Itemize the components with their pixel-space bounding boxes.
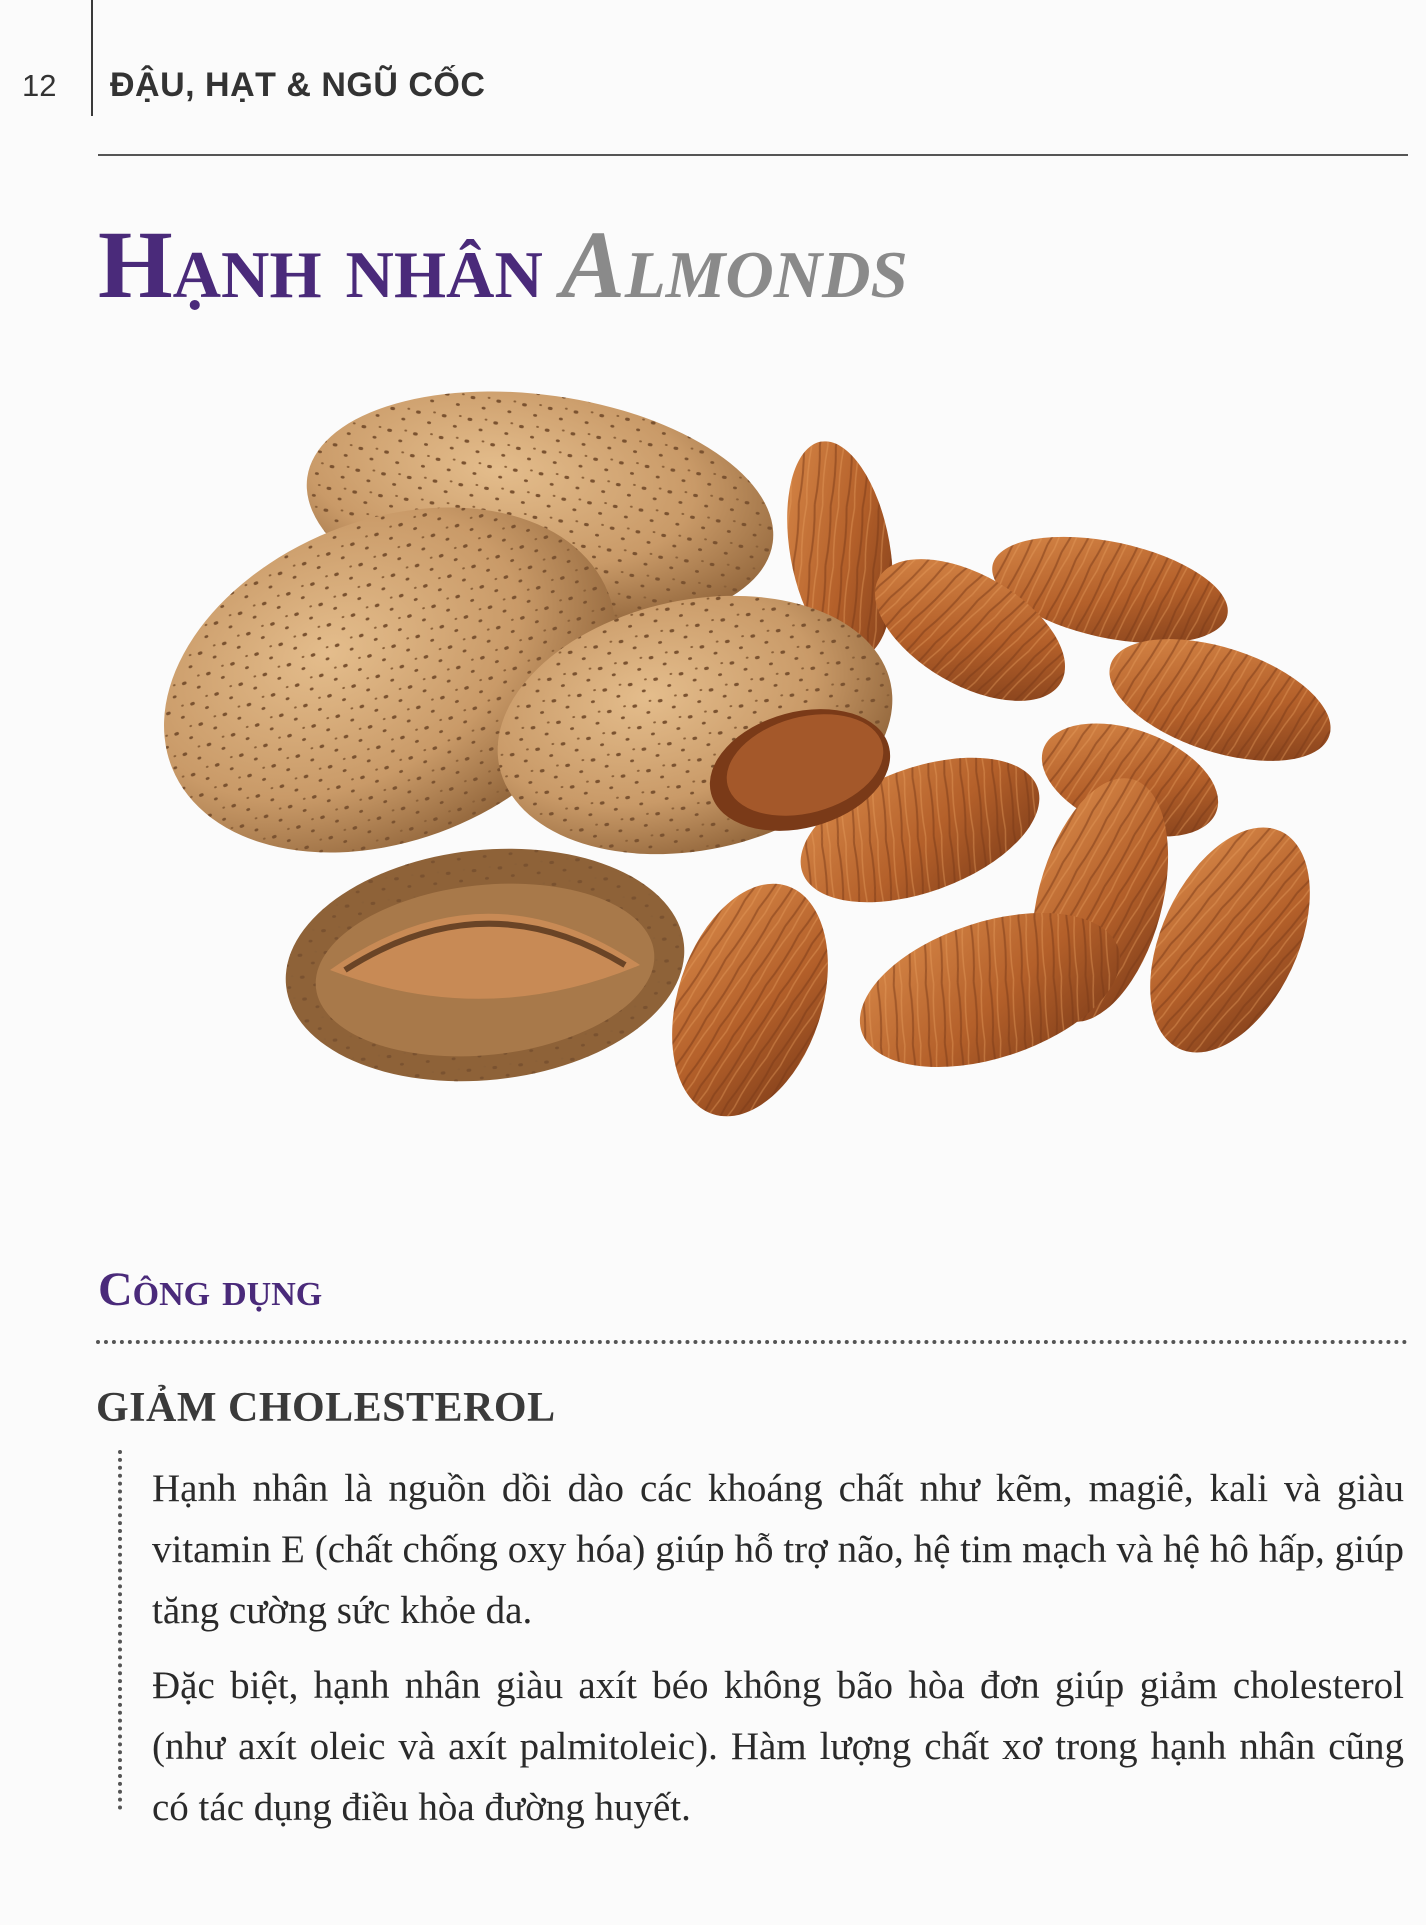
section-divider	[96, 1340, 1408, 1344]
header-divider	[91, 0, 93, 116]
title-vietnamese: Hạnh nhân	[98, 211, 543, 318]
paragraph-dotted-border	[118, 1450, 122, 1810]
body-text	[152, 1458, 1404, 1852]
section-heading: Công dụng	[98, 1263, 323, 1316]
page-number: 12	[22, 68, 57, 103]
cracked-shell	[274, 830, 696, 1101]
paragraph: Đặc biệt, hạnh nhân giàu axít béo không bão hòa đơn giúp giảm cholesterol (như axít oleic và axít palmitoleic). Hàm lượng chất xơ trong hạnh nhân cũng có tác dụng điều hòa đường huyết.	[152, 1664, 1404, 1829]
benefit-heading: GIẢM CHOLESTEROL	[96, 1385, 556, 1431]
page-title	[98, 212, 908, 318]
paragraph: Hạnh nhân là nguồn dồi dào các khoáng chất như kẽm, magiê, kali và giàu vitamin E (chất chống oxy hóa) giúp hỗ trợ não, hệ tim mạch và hệ hô hấp, giúp tăng cường sức khỏe da.	[152, 1467, 1404, 1632]
almonds-photo	[140, 380, 1360, 1140]
chapter-title: ĐẬU, HẠT & NGŨ CỐC	[110, 66, 486, 104]
header-rule	[98, 154, 1408, 156]
title-english: Almonds	[560, 211, 908, 318]
